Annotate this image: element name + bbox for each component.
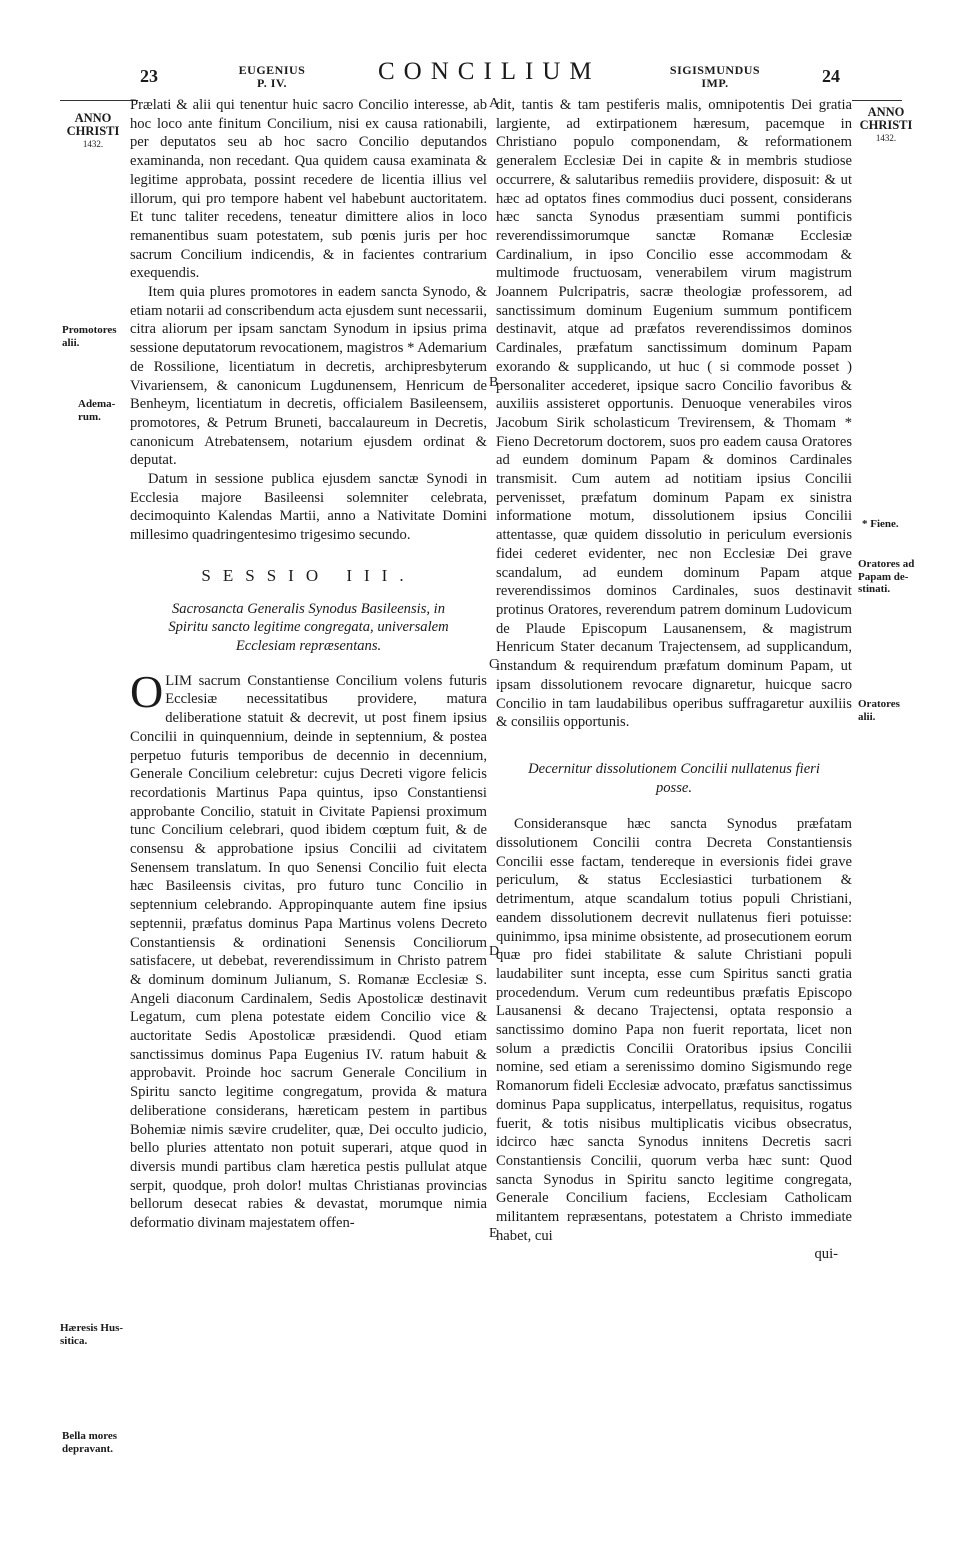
running-head-left [232, 64, 312, 90]
margin-note-line: Oratores [858, 698, 900, 710]
margin-note-line: Papam de- [858, 570, 909, 583]
session-body [130, 665, 487, 1233]
paragraph-promotores: Item quia plures promotores in eadem sancta Synodo, & etiam notarii ad conscribendum acta ejusdem sunt necessarii, citra aliorum per ipsam sanctam Synodum in ipsius prima sessione deputatorum revocationem, magistros * Ademarium de Rossilione, licentiatum in decretis, archipresbyterum Vivariensem, & canonicum Lugdunensem, Henricum de Benheym, licentiatum in decretis, officialem Basileensem, promotores, & Petrum Bruneti, baccalaureum in Decretis, canonicum Atrebatensem, notarium ejusdem ordinat & deputat. [130, 284, 487, 469]
margin-year-left-anno: ANNO [74, 111, 112, 125]
paragraph-considerans: Consideransque hæc sancta Synodus præfatam dissolutionem Concilii contra Decreta Constantiensis Concilii esse factam, tendereque in eversionis fidei grave periculum, & status Ecclesiastici turbationem & detrimentum, atque scandalum totius populi Christiani, eandem dissolutionem decrevit nullatenus fieri potuisse: quinimmo, ipsa minime obsistente, ad prosecutionem eorum quæ pro fidei stabilitate & salute Christiani populi laudabiliter sunt incepta, esse cum Spiritus sancti gratia procedendum. Verum cum redeuntibus præfatis Episcopo Lausanensi & decano Trajectensi, optata responsio a sanctissimo domino Papa non fuerit reportata, licet non solum a prædictis Concilii Oratoribus ipsius Concilii nomine, sed etiam a serenissimo domino Sigismundo rege Romanorum fideli Ecclesiæ advocato, præfatus sanctissimus dominus Papa supplicatus, interpellatus, requisitus, rogatus fuerit, & totis nisibus multiplicatis vicibus obsecratus, idcirco hæc sancta Synodus innitens Decretis sacri Constantiensis Concilii, quorum verba hæc sunt: Quod sancta Synodus in Spiritu sancto legitime congregata, Generale Concilium faciens, Ecclesiam Catholicam militantem repræsentans, potestatem a Christo immediate habet, cui [496, 816, 852, 1244]
margin-year-left [58, 112, 128, 151]
margin-year-right-value: 1432. [875, 133, 897, 143]
running-head-right [660, 64, 770, 90]
paragraph-dit: dit, tantis & tam pestiferis malis, omnipotentis Dei gratia largiente, ad extirpationem hæresum, pacemque in Christiano populo componendam, & reformationem generalem Ecclesiæ Dei in capite & in membris studiose occurrere, & salutaribus remediis providere, disposuit: & ut hæc ad optatos fines commodius duci possent, considerans hæc sancta Synodus præsentiam summi pontificis reverendissimorumque sanctæ Romanæ Ecclesiæ Cardinalium, in ipso Concilio esse accommodam & multimode fructuosam, venerabilem virum magistrum Joannem Pulcripatris, sacræ theologiæ professorem, ad sanctissimum dominum Eugenium summum pontificem destinavit, atque ad præfatos reverendissimos dominos Cardinales, præfatum sanctissimum dominum Papam exorando & supplicando, ut huc ( si commode posset ) personaliter accederet, ipsique sacro Concilio favoribus & auxiliis assisteret opportunis. Denuoque venerabiles viros Jacobum Sirik scholasticum Trevirensem, & Thomam * Fieno Decretorum doctorem, suos pro eadem causa Oratores ad eundem dominum Papam & dominos Cardinales transmisit. Cum autem ad notitiam ipsius Concilii pervenisset, præfatum dominum Papam ex sinistra informatione motum, dissolutionem ipsius Concilii attentasse, quæ quidem dissolutio in periculum eversionis fidei cederet evidenter, nec non Ecclesiæ Dei grave scandalum, ad eundem dominum Papam atque reverendissimos dominos Cardinales, suos destinavit protinus Oratores, reverendum patrem dominum Ludovicum de Plaude Episcopum Lausanensem, & magistrum Henricum Stater decanum Trajectensem, ad supplicandum, instandum & requirendum præfatum dominum Papam, ut ipsam dissolutionem revocare dignaretur, huicque sacro Concilio in tam laudabilibus operibus suffragaretur auxiliis & consiliis opportunis. [496, 97, 852, 731]
left-column [130, 96, 487, 1233]
paragraph-praelati: Prælati & alii qui tenentur huic sacro Concilio interesse, ab hoc loco ante finitum Concilium, nisi ex causa rationabili, per deputatos seu ab hoc sacro Concilio deputandos examinanda, non recedant. Qua quidem causa examinata & legitime approbata, possint recedere de licentia illius vel illorum, qui pro tempore habent vel habebunt auctoritatem. Et tunc taliter recedens, teneatur dimittere alios in loco remanentibus suam potestatem, sub pœnis juris per hoc sacrum Concilium indicendis, & in facientes contrarium exequendis. [130, 97, 487, 282]
section-letter-c: C [489, 657, 499, 672]
section-letter-b: B [489, 375, 499, 390]
margin-note-haeresis [60, 1322, 123, 1347]
margin-note-oratores-papam [858, 558, 914, 596]
margin-note-oratores-alii [858, 698, 900, 723]
running-head-left-line1: EUGENIUS [238, 63, 306, 77]
running-head-right-line1: SIGISMUNDUS [669, 63, 761, 77]
margin-note-promotores [62, 324, 117, 349]
margin-note-line: Promotores [62, 324, 117, 336]
session-title: SESSIO III. [201, 565, 416, 585]
margin-note-fiene [862, 518, 899, 531]
section-heading-decernitur: Decernitur dissolutionem Concilii nullatenus fieri posse. [528, 760, 820, 796]
page-number-left: 23 [140, 66, 158, 86]
margin-year-left-christi: CHRISTI [66, 124, 120, 138]
margin-year-left-value: 1432. [82, 139, 104, 149]
section-letter-d: D [489, 944, 500, 959]
paragraph-datum: Datum in sessione publica ejusdem sanctæ Synodi in Ecclesia majore Basileensi solemniter celebrata, decimoquinto Kalendas Martii, anno a Nativitate Domini millesimo quadringentesimo trigesimo secundo. [130, 471, 487, 544]
right-column [496, 96, 852, 1264]
section-letter-e: E [489, 1226, 498, 1241]
margin-note-line: alii. [62, 336, 80, 349]
catchword: qui- [814, 1246, 838, 1263]
section-letter-a: A [489, 96, 500, 111]
margin-note-line: * Fiene. [862, 518, 899, 530]
margin-note-line: alii. [858, 710, 876, 723]
margin-note-bella [62, 1430, 117, 1455]
margin-note-line: sitica. [60, 1334, 88, 1347]
running-head-right-line2: IMP. [701, 76, 729, 90]
margin-note-line: Oratores ad [858, 558, 915, 570]
margin-note-line: depravant. [62, 1442, 114, 1455]
page-number-right: 24 [822, 66, 840, 86]
running-head-left-line2: P. IV. [256, 76, 288, 90]
margin-note-line: Hæresis Hus- [60, 1322, 124, 1334]
margin-rule-left [60, 100, 138, 101]
margin-note-line: stinati. [858, 583, 891, 595]
drop-cap: O [130, 665, 164, 717]
margin-year-right [856, 106, 916, 145]
margin-note-ademarum [78, 398, 115, 423]
margin-note-line: Adema- [78, 398, 116, 410]
margin-year-right-anno: ANNO [867, 105, 905, 119]
margin-note-line: rum. [78, 410, 101, 423]
margin-year-right-christi: CHRISTI [859, 118, 913, 132]
margin-note-line: Bella mores [62, 1430, 118, 1442]
paragraph-olim: LIM sacrum Constantiense Concilium volens futuris Ecclesiæ necessitatibus providere, matura deliberatione statuit & decrevit, ut post finem ipsius Concilii in quinquennium, deinde in septennium, & postea perpetuo futuris temporibus de decennio in decennium, Generale Concilium celebretur: cujus Decreti vigore felicis recordationis Martinus Papa quintus, ipso Constantiensi approbante Concilio, statuit in Civitate Papiensi proximum tunc Concilium celebrari, quod ibidem cœptum fuit, & de consensu & approbatione ipsius Concilii ad civitatem Senensem translatum. In quo Senensi Concilio fuit electa hæc Basileensis civitas, pro futuro tunc Concilio in septennium celebrando. Appropinquante autem fine ipsius septennii, præfatus dominus Papa Martinus volens Decreto Constantiensis & ordinationi Senensis Conciliorum satisfacere, ut debebat, reverendissimum in Christo patrem & dominum dominum Julianum, S. Romanæ Ecclesiæ S. Angeli diaconum Cardinalem, Sedis Apostolicæ destinavit Legatum, cum plena potestate eidem Concilio vice & auctoritate Sedis Apostolicæ præsidendi. Quod etiam sanctissimus dominus Papa Eugenius IV. ratum habuit & approbavit. Proinde hoc sacrum Generale Concilium in Spiritu sancto legitime congregatum, provida & matura deliberatione considerans, hæreticam pestem in partibus Bohemiæ nimis sævire crudeliter, quæ, Dei occulto judicio, bello pluries attentato non potuit superari, atque quod in diversis mundi partibus clam hæretica pestis pullulat atque serpit, quodque, proh dolor! multas Christianas provincias bellorum desecat rabies & devastat, morumque nimia deformatio divinam majestatem offen- [130, 672, 487, 1232]
page-title: CONCILIUM [378, 58, 601, 85]
margin-rule-right [852, 100, 902, 101]
session-heading: Sacrosancta Generalis Synodus Basileensis, in Spiritu sancto legitime congregata, universalem Ecclesiam repræsentans. [168, 600, 449, 654]
